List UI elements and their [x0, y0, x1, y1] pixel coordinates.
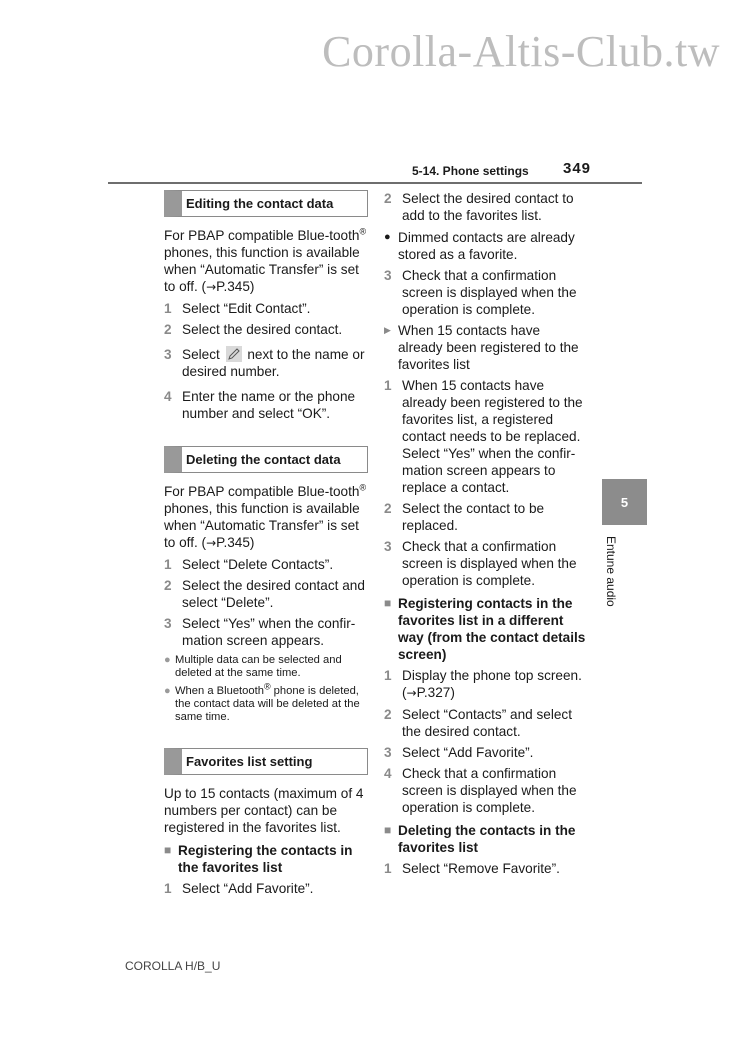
square-bullet-icon: ■: [164, 843, 172, 857]
square-bullet-icon: ■: [384, 823, 392, 837]
subhead-registering: ■ Registering the contacts in the favorites list: [164, 843, 353, 875]
bullet-dot-icon: ●: [164, 685, 171, 697]
footer-model: COROLLA H/B_U: [125, 959, 221, 973]
step-item: 1 Display the phone top screen. (→P.327): [384, 668, 582, 700]
header-rule: [108, 182, 642, 184]
bullet-note: ● Dimmed contacts are already stored as a favorite.: [384, 230, 575, 262]
step-item: 2 Select the desired contact and select “Delete”.: [164, 578, 365, 610]
square-bullet-icon: ■: [384, 596, 392, 610]
step-item: 4 Check that a confirmation screen is displayed when the operation is complete.: [384, 766, 577, 815]
step-item: 1 Select “Edit Contact”.: [164, 301, 311, 316]
step-item: 2 Select the contact to be replaced.: [384, 501, 545, 533]
section-title-deleting: Deleting the contact data: [164, 446, 368, 473]
section-header: 5-14. Phone settings: [412, 164, 529, 178]
bullet-dot-icon: ●: [384, 231, 391, 243]
step-item: 3 Select “Add Favorite”.: [384, 745, 534, 760]
left-column: [164, 190, 368, 897]
favorites-intro: Up to 15 contacts (maximum of 4 numbers per contact) can be registered in the favorites list.: [164, 786, 364, 835]
step-item: 2 Select “Contacts” and select the desired contact.: [384, 707, 573, 739]
deleting-intro: For PBAP compatible Blue-tooth® phones, this function is available when “Automatic Transfer” is set to off. (→P.345): [164, 482, 367, 550]
step-item: 3 Check that a confirmation screen is displayed when the operation is complete.: [384, 268, 577, 317]
condition-item: ▶ When 15 contacts have already been registered to the favorites list: [384, 323, 579, 372]
subhead-deleting-favorites: ■ Deleting the contacts in the favorites list: [384, 823, 576, 855]
step-item: 3 Select next to the name or desired number.: [164, 347, 365, 379]
step-item: 3 Check that a confirmation screen is displayed when the operation is complete.: [384, 539, 577, 588]
section-title-editing: Editing the contact data: [164, 190, 368, 217]
chapter-tab: 5: [602, 479, 647, 525]
bullet-dot-icon: ●: [164, 654, 171, 666]
step-item: 3 Select “Yes” when the confir-mation screen appears.: [164, 616, 356, 648]
chapter-label: Entune audio: [604, 536, 618, 607]
step-item: 2 Select the desired contact.: [164, 322, 343, 337]
note-item: ● When a Bluetooth® phone is deleted, the contact data will be deleted at the same time.: [164, 681, 360, 723]
triangle-bullet-icon: ▶: [384, 325, 391, 335]
step-item: 1 Select “Add Favorite”.: [164, 881, 314, 896]
step-item: 1 When 15 contacts have already been registered to the favorites list, a registered contact needs to be replaced. Select “Yes” when the confir-mation screen appears to replace a contact.: [384, 378, 583, 495]
subhead-details: ■ Registering contacts in the favorites list in a different way (from the contact details screen): [384, 596, 586, 662]
pencil-icon: [226, 346, 242, 362]
step-item: 4 Enter the name or the phone number and select “OK”.: [164, 389, 356, 421]
editing-intro: For PBAP compatible Blue-tooth® phones, this function is available when “Automatic Transfer” is set to off. (→P.345): [164, 226, 367, 294]
step-item: 2 Select the desired contact to add to the favorites list.: [384, 191, 574, 223]
page-number: 349: [563, 160, 592, 177]
step-item: 1 Select “Remove Favorite”.: [384, 861, 560, 876]
right-column: [384, 190, 588, 877]
section-title-favorites: Favorites list setting: [164, 748, 368, 775]
step-item: 1 Select “Delete Contacts”.: [164, 557, 334, 572]
note-item: ● Multiple data can be selected and deleted at the same time.: [164, 654, 342, 679]
watermark: Corolla-Altis-Club.tw: [322, 27, 720, 76]
